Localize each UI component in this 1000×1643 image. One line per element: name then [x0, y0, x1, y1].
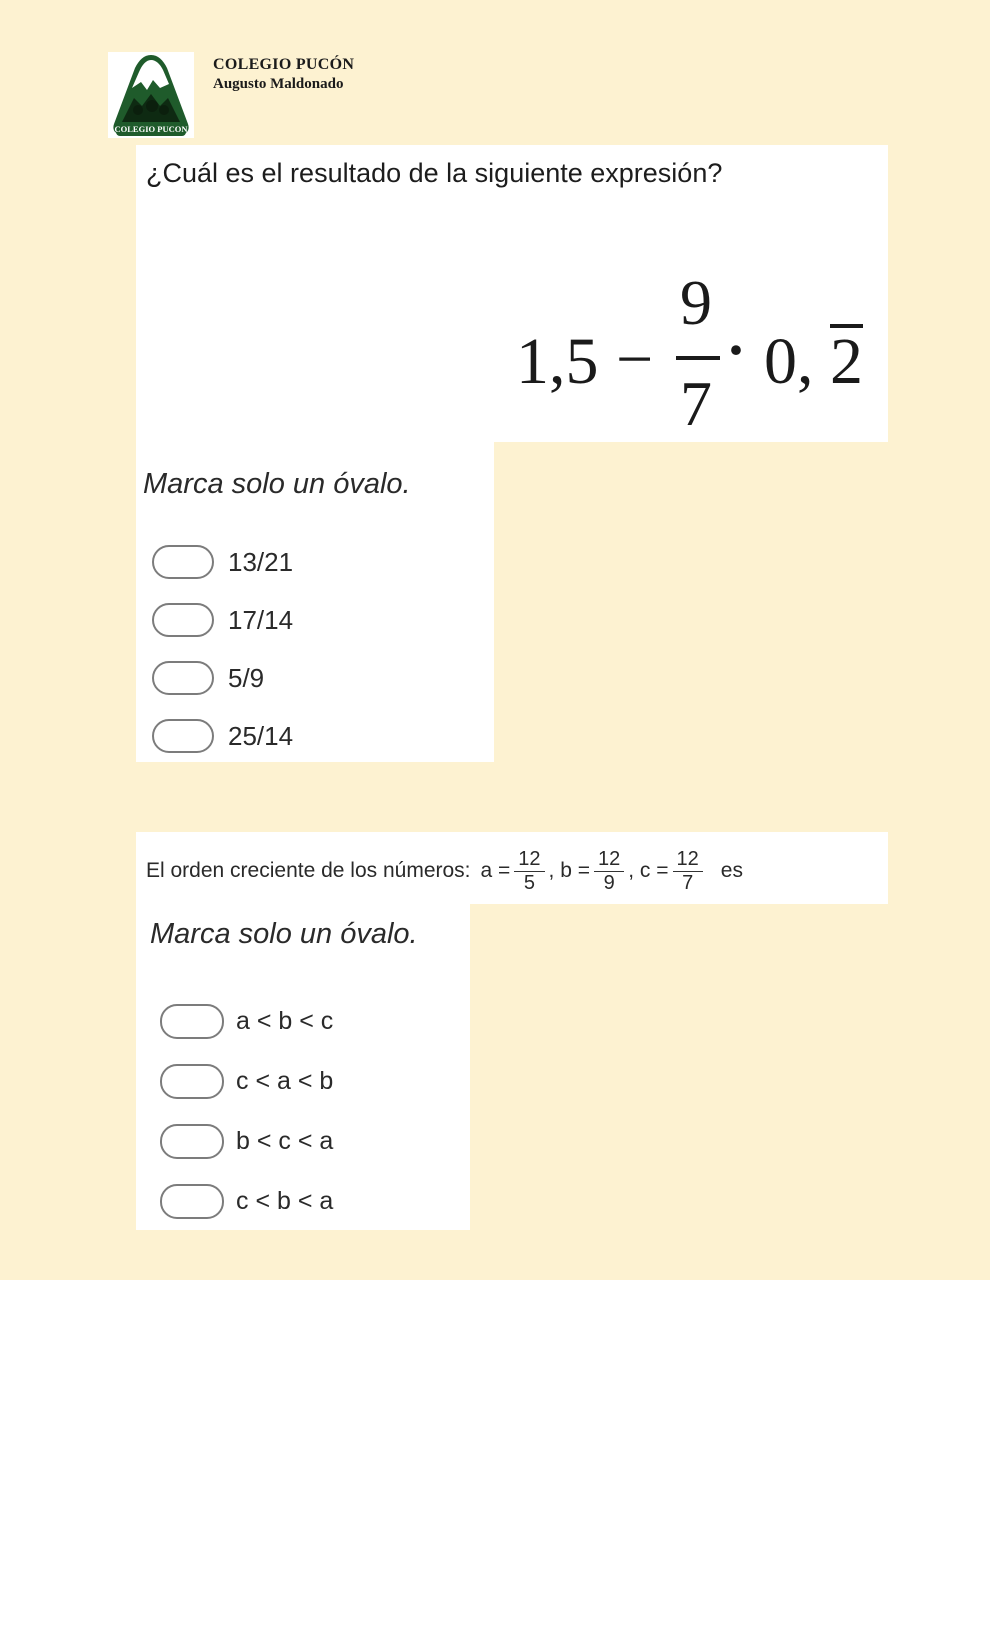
- expr-minus: −: [616, 323, 654, 396]
- expr-numerator: 9: [680, 267, 712, 338]
- label-a: a =: [480, 859, 511, 882]
- option-label: 13/21: [228, 546, 294, 577]
- question1-option-4[interactable]: [152, 719, 293, 753]
- question2-option-3[interactable]: [160, 1124, 333, 1159]
- radio-oval[interactable]: [152, 661, 214, 695]
- expr-first-term: 1,5: [516, 325, 599, 398]
- logo-text: COLEGIO PUCON: [114, 124, 188, 134]
- radio-oval[interactable]: [152, 603, 214, 637]
- school-header: [213, 56, 354, 93]
- question1-option-1[interactable]: [152, 545, 293, 579]
- radio-oval[interactable]: [160, 1184, 224, 1219]
- radio-oval[interactable]: [152, 545, 214, 579]
- expr-dot: ·: [726, 317, 747, 383]
- option-label: 17/14: [228, 604, 294, 635]
- radio-oval[interactable]: [160, 1004, 224, 1039]
- option-label: c < b < a: [236, 1187, 334, 1215]
- fraction-a-numerator: 12: [514, 848, 544, 872]
- question2-prompt-end: es: [720, 859, 743, 882]
- option-label: 25/14: [228, 720, 294, 751]
- school-subtitle: Augusto Maldonado: [213, 76, 344, 92]
- radio-oval[interactable]: [160, 1064, 224, 1099]
- fraction-b-numerator: 12: [594, 848, 624, 872]
- option-label: 5/9: [228, 662, 265, 693]
- label-c: , c =: [628, 859, 669, 882]
- option-label: c < a < b: [236, 1067, 334, 1095]
- radio-oval[interactable]: [152, 719, 214, 753]
- fraction-c-denominator: 7: [682, 871, 694, 894]
- label-b: , b =: [548, 859, 590, 882]
- fraction-a-denominator: 5: [523, 871, 535, 894]
- question2-prompt-start: El orden creciente de los números:: [146, 859, 471, 882]
- question2-option-4[interactable]: [160, 1184, 333, 1219]
- expr-decimal-prefix: 0,: [764, 325, 814, 398]
- expr-denominator: 7: [680, 368, 712, 439]
- question2-instruction: Marca solo un óvalo.: [150, 918, 418, 950]
- option-label: b < c < a: [236, 1127, 334, 1155]
- radio-oval[interactable]: [160, 1124, 224, 1159]
- question1-prompt: ¿Cuál es el resultado de la siguiente expresión?: [146, 158, 723, 188]
- fraction-c: [673, 848, 703, 895]
- school-name: COLEGIO PUCÓN: [213, 56, 355, 73]
- option-label: a < b < c: [236, 1007, 334, 1035]
- fraction-b: [594, 848, 624, 895]
- fraction-bar: [676, 356, 720, 360]
- math-expression: [516, 267, 886, 450]
- question1-instruction: Marca solo un óvalo.: [143, 468, 411, 500]
- question1-option-2[interactable]: [152, 603, 293, 637]
- fraction-b-denominator: 9: [603, 871, 615, 894]
- question2-option-1[interactable]: [160, 1004, 333, 1039]
- question2-prompt: [146, 836, 743, 906]
- question1-option-3[interactable]: [152, 661, 264, 695]
- question2-option-2[interactable]: [160, 1064, 333, 1099]
- fraction-c-numerator: 12: [673, 848, 703, 872]
- expr-repeating-digit: 2: [830, 325, 863, 398]
- school-logo: [108, 52, 194, 138]
- fraction-a: [514, 848, 544, 895]
